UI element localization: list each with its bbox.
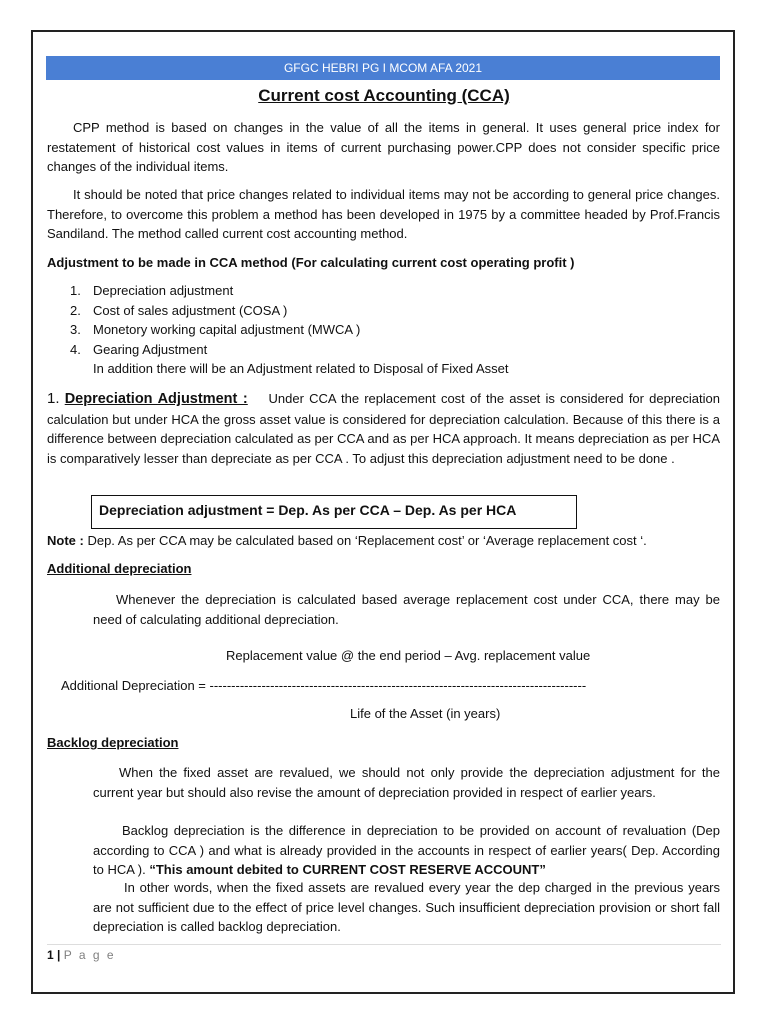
depreciation-section [47,389,720,468]
page-footer [47,948,116,962]
adjustments-heading: Adjustment to be made in CCA method (For calculating current cost operating profit ) [47,255,575,270]
intro-paragraph-1: CPP method is based on changes in the value of all the items in general. It uses general price index for restatement of historical cost values in items of current purchasing power.CPP does not consider specific price changes of the individual items. [47,120,720,174]
intro-paragraph-2: It should be noted that price changes related to individual items may not be according to general price changes. Therefore, to overcome this problem a method has been developed in 1975 by a committee headed by Prof.Francis Sandiland. The method called current cost accounting method. [47,187,720,241]
note-label: Note : [47,533,84,548]
depreciation-formula-box: Depreciation adjustment = Dep. As per CCA – Dep. As per HCA [91,495,577,529]
additional-depreciation-body: Whenever the depreciation is calculated based average replacement cost under CCA, there may be need of calculating additional depreciation. [93,592,720,627]
list-item [70,281,509,301]
header-band: GFGC HEBRI PG I MCOM AFA 2021 [46,56,720,80]
formula-label: Additional Depreciation = --------------------------------------------------------------------------------------- [61,678,587,693]
backlog-paragraph-3: In other words, when the fixed assets are revalued every year the dep charged in the previous years are not sufficient due to the effect of price level changes. Such insufficient depreciation provision or short fall depreciation is called backlog depreciation. [93,880,720,934]
page-title: Current cost Accounting (CCA) [258,86,510,105]
list-item-number: 3. [70,322,81,337]
disposal-note: In addition there will be an Adjustment related to Disposal of Fixed Asset [93,361,509,376]
additional-depreciation-heading: Additional depreciation [47,561,192,576]
section-number: 1. [47,390,60,407]
depreciation-note [47,531,720,551]
page-separator: | [53,948,64,962]
list-item-number: 1. [70,283,81,298]
depreciation-body: Under CCA the replacement cost of the asset is considered for depreciation calculation but under HCA the gross asset value is considered for depreciation calculation. Because of this there is a difference between depreciation calculated as per CCA and as per HCA approach. It means depreciation as per HCA is comparatively lesser than depreciate as per CCA . To adjust this depreciation adjustment need to be done . [47,391,720,466]
formula-numerator: Replacement value @ the end period – Avg. replacement value [226,648,591,663]
list-item [70,340,509,360]
adjustments-list [70,281,509,379]
backlog-paragraph-2-text: Backlog depreciation is the difference in depreciation to be provided on account of revaluation (Dep according to CCA ) and what is already provided in the accounts in respect of earlier years( Dep. According to HCA ). [93,823,720,877]
list-item-label: Gearing Adjustment [93,341,208,357]
backlog-emphasis: “This amount debited to CURRENT COST RESERVE ACCOUNT” [149,862,546,877]
page-label: P a g e [63,948,116,962]
list-item-label: Cost of sales adjustment (COSA ) [93,302,288,318]
list-item-label: Monetory working capital adjustment (MWCA ) [93,322,361,337]
backlog-paragraph-2 [93,821,720,880]
footer-rule [47,944,721,945]
note-text: Dep. As per CCA may be calculated based on ‘Replacement cost’ or ‘Average replacement cost ‘. [83,533,647,548]
list-item [70,320,509,340]
list-item-label: Depreciation adjustment [93,283,234,298]
backlog-paragraph-1: When the fixed asset are revalued, we should not only provide the depreciation adjustment for the current year but should also revise the amount of depreciation provided in respect of earlier years. [93,765,720,800]
depreciation-heading: Depreciation Adjustment : [64,391,248,407]
formula-denominator: Life of the Asset (in years) [350,706,501,721]
backlog-heading: Backlog depreciation [47,735,179,750]
page-number: 1 [47,948,54,962]
list-item-number: 2. [70,302,81,318]
list-item [70,301,509,321]
list-item-number: 4. [70,341,81,357]
